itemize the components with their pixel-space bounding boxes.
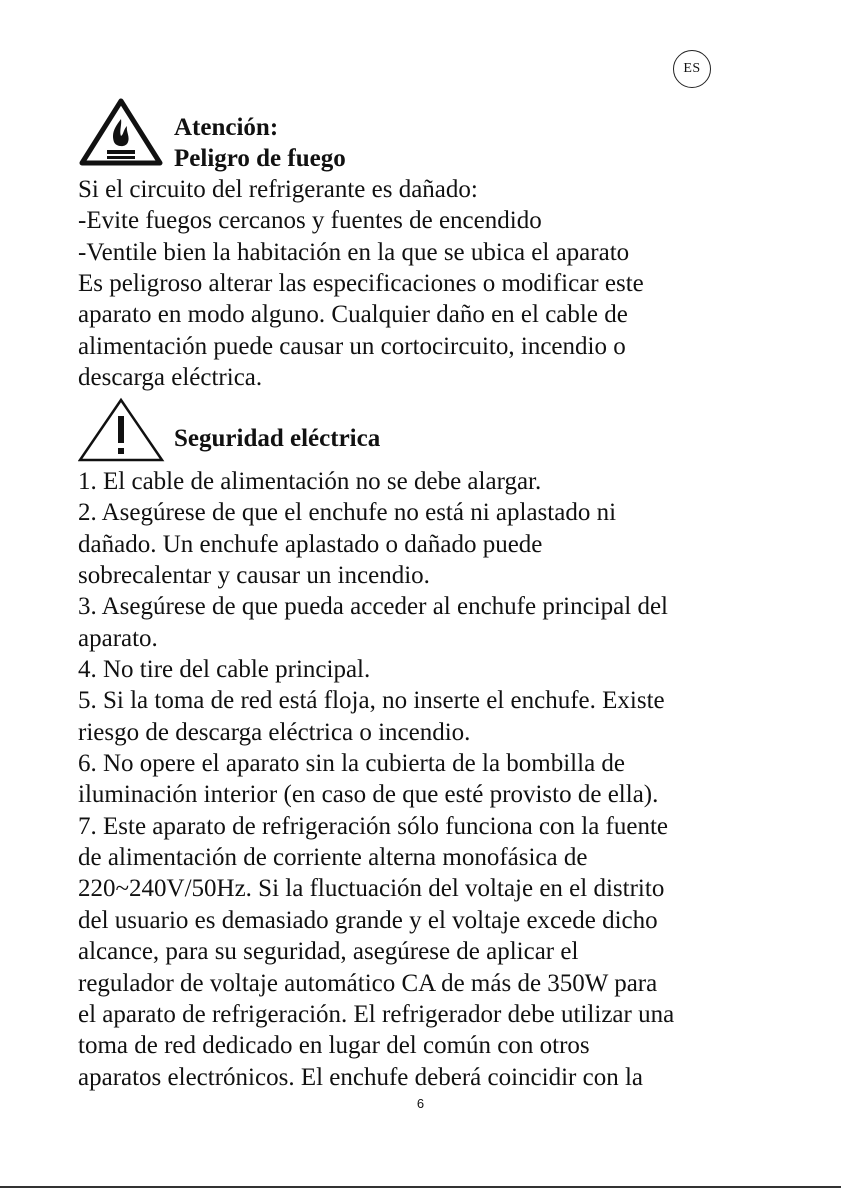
fire-heading-line1: Atención:	[174, 114, 279, 141]
body-line: 4. No tire del cable principal.	[78, 656, 371, 684]
body-line: 6. No opere el aparato sin la cubierta de la bombilla de	[78, 750, 626, 778]
electric-section-body	[78, 466, 793, 1093]
exclamation-warning-icon	[78, 396, 168, 464]
body-line: aparato.	[78, 624, 158, 652]
body-line: aparatos electrónicos. El enchufe deberá coincidir con la	[78, 1063, 644, 1091]
body-line: del usuario es demasiado grande y el voltaje excede dicho	[78, 906, 658, 934]
body-line: de alimentación de corriente alterna monofásica de	[78, 844, 588, 872]
body-line: sobrecalentar y causar un incendio.	[78, 562, 430, 590]
body-line: 5. Si la toma de red está floja, no inserte el enchufe. Existe	[78, 687, 665, 715]
body-line: 7. Este aparato de refrigeración sólo funciona con la fuente	[78, 812, 669, 840]
body-line: 1. El cable de alimentación no se debe alargar.	[78, 468, 542, 495]
body-line: 2. Asegúrese de que el enchufe no está ni aplastado ni	[78, 499, 617, 527]
bottom-divider	[0, 1186, 841, 1188]
language-code: ES	[683, 61, 701, 76]
body-line: toma de red dedicado en lugar del común con otros	[78, 1032, 590, 1060]
fire-heading-line2: Peligro de fuego	[174, 145, 346, 172]
body-line: Si el circuito del refrigerante es dañado:	[78, 176, 478, 203]
body-line: 3. Asegúrese de que pueda acceder al enchufe principal del	[78, 593, 668, 621]
body-line: -Evite fuegos cercanos y fuentes de encendido	[78, 207, 542, 235]
page-number: 6	[416, 1096, 425, 1111]
language-badge	[673, 50, 711, 88]
body-line: descarga eléctrica.	[78, 364, 263, 392]
electric-heading: Seguridad eléctrica	[174, 425, 381, 452]
body-line: dañado. Un enchufe aplastado o dañado puede	[78, 530, 543, 558]
body-line: riesgo de descarga eléctrica o incendio.	[78, 718, 471, 746]
body-line: iluminación interior (en caso de que esté provisto de ella).	[78, 781, 659, 809]
body-line: el aparato de refrigeración. El refrigerador debe utilizar una	[78, 1000, 675, 1028]
body-line: -Ventile bien la habitación en la que se ubica el aparato	[78, 238, 630, 266]
body-line: aparato en modo alguno. Cualquier daño en el cable de	[78, 301, 628, 329]
body-line: alcance, para su seguridad, asegúrese de aplicar el	[78, 938, 579, 966]
fire-warning-icon	[78, 96, 164, 168]
body-line: 220~240V/50Hz. Si la fluctuación del voltaje en el distrito	[78, 875, 665, 903]
body-line: alimentación puede causar un cortocircuito, incendio o	[78, 332, 626, 360]
body-line: Es peligroso alterar las especificaciones o modificar este	[78, 270, 644, 298]
body-line: regulador de voltaje automático CA de más de 350W para	[78, 969, 658, 997]
fire-section-body	[78, 174, 793, 393]
